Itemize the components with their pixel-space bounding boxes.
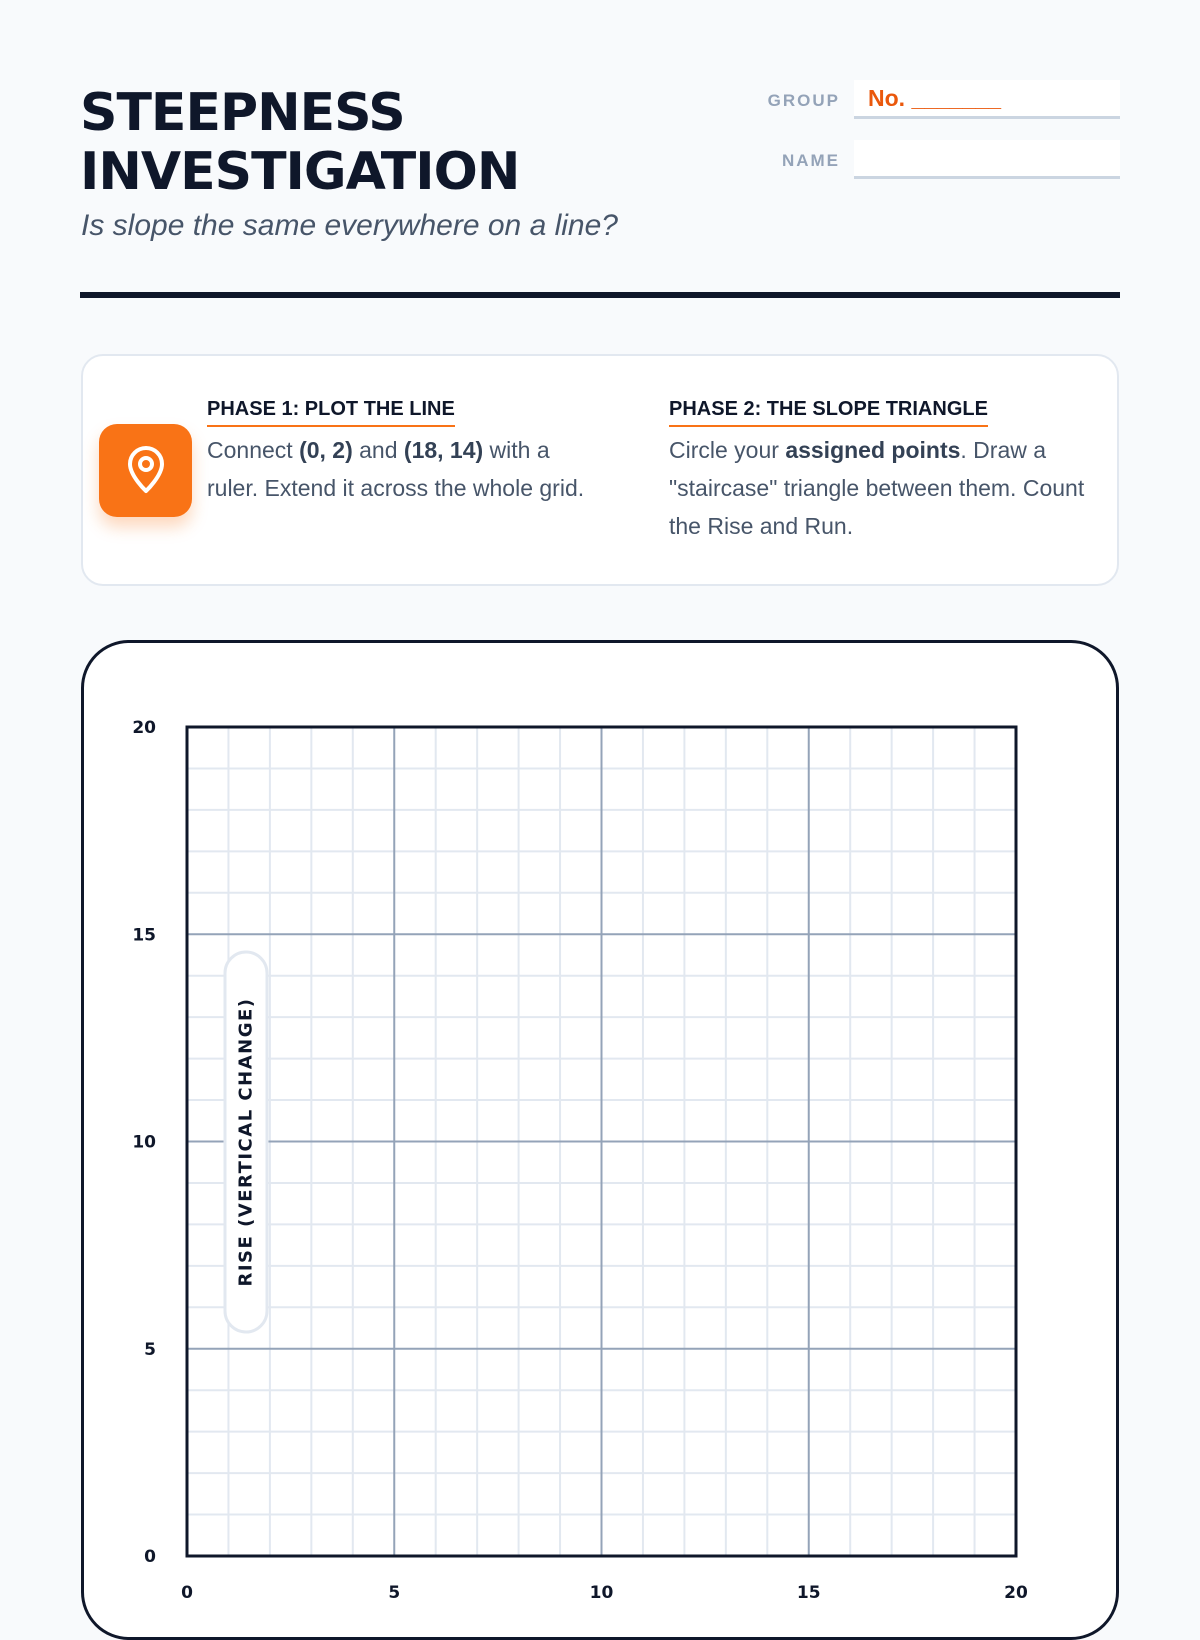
phase-2-title: PHASE 2: THE SLOPE TRIANGLE xyxy=(669,398,988,427)
name-label: NAME xyxy=(781,151,840,170)
subtitle: Is slope the same everywhere on a line? xyxy=(81,209,618,242)
x-tick-label: 5 xyxy=(388,1583,401,1600)
y-tick-label: 10 xyxy=(132,1132,156,1153)
y-tick-label: 20 xyxy=(132,718,156,738)
y-axis-label: RISE (VERTICAL CHANGE) xyxy=(235,997,257,1287)
phase-1-text-a: Connect xyxy=(207,437,300,463)
x-tick-label: 20 xyxy=(1004,1583,1028,1600)
group-value: No. _______ xyxy=(868,85,1001,111)
y-tick-label: 0 xyxy=(144,1547,156,1567)
point-b: (18, 14) xyxy=(403,437,484,463)
phase-2-text-b: . Draw a "staircase" triangle between them. Count the Rise and Run. xyxy=(669,437,1085,539)
group-label: GROUP xyxy=(767,91,840,110)
title-line-1: STEEPNESS xyxy=(80,83,405,143)
x-tick-label: 0 xyxy=(181,1583,193,1600)
phase-1-text-c: with a ruler. Extend it across the whole grid. xyxy=(207,437,585,501)
y-tick-label: 5 xyxy=(144,1339,156,1360)
title-line-2: INVESTIGATION xyxy=(80,142,520,202)
x-tick-label: 15 xyxy=(796,1583,821,1600)
x-tick-label: 10 xyxy=(589,1583,614,1600)
phase-2-text-a: Circle your xyxy=(669,437,786,463)
phase-1-title: PHASE 1: PLOT THE LINE xyxy=(207,398,455,427)
y-tick-label: 15 xyxy=(132,925,156,946)
assigned-points-emphasis: assigned points xyxy=(785,437,961,463)
phase-1-text-b: and xyxy=(352,437,404,463)
point-a: (0, 2) xyxy=(299,437,353,463)
